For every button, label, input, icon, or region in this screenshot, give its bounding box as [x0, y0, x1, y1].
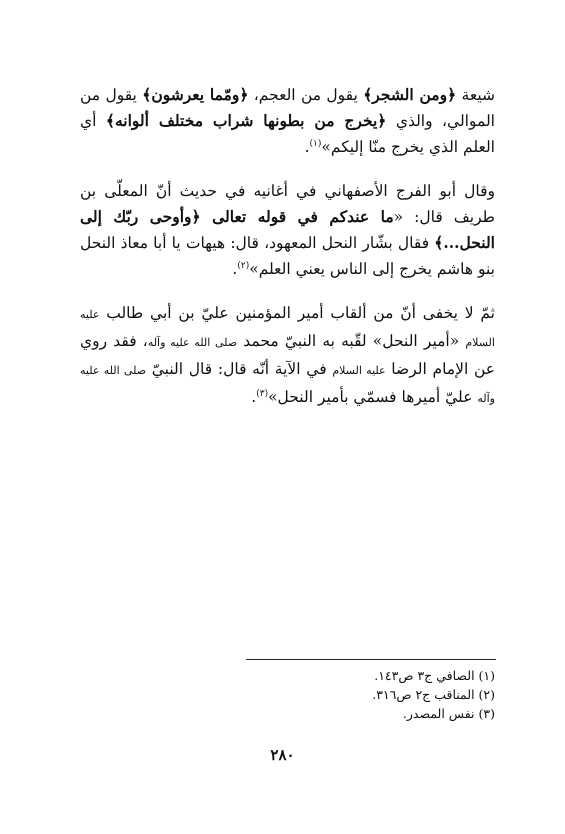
text-run: فقال بشّار النحل المعهود، قال: هيهات يا أبا معاذ النحل بنو هاشم يخرج إلى الناس يعني العلم»	[80, 234, 495, 278]
footnote-ref: (٢)	[237, 260, 250, 271]
paragraph-3	[80, 300, 495, 412]
text-run: «أمير النحل» لقّبه به النبيّ محمد	[237, 332, 466, 350]
salutation-glyph: صلى الله عليه وآله	[147, 336, 238, 349]
quran-quote: ﴿ومّما يعرشون﴾	[142, 85, 249, 104]
footnote-ref: (٣)	[256, 388, 269, 399]
footnote-ref: (١)	[309, 138, 322, 149]
paragraph-2	[80, 178, 495, 282]
body-text	[80, 82, 495, 430]
salutation-glyph: عليه السلام	[332, 364, 386, 377]
footnote: (٣) نفس المصدر.	[402, 706, 495, 721]
quran-quote: ﴿يخرج من بطونها شراب مختلف ألوانه﴾	[105, 111, 387, 130]
quran-quote: ﴿ومن الشجر﴾	[363, 85, 457, 104]
page-number: ٢٨٠	[270, 746, 295, 764]
text-run: .	[232, 260, 238, 278]
text-run: ، فقد روي عن الإمام الرضا	[80, 332, 495, 378]
text-run: .	[304, 138, 310, 156]
text-run: شيعة	[456, 86, 495, 104]
paragraph-1	[80, 82, 495, 160]
text-run: ثمّ لا يخفى أنّ من ألقاب أمير المؤمنين عليّ بن أبي طالب	[99, 304, 495, 322]
quran-quote: ﴿وأوحى ربّك إلى النحل...﴾	[80, 207, 495, 252]
text-run: يقول من العجم،	[248, 86, 364, 104]
text-run: وقال أبو الفرج الأصفهاني في أغانيه في حديث أنّ المعلّى بن طريف قال: «	[80, 182, 495, 226]
footnote-divider	[246, 659, 496, 660]
salutation-glyph: عليه السلام	[80, 308, 495, 349]
footnote: (١) الصافي ج٣ ص١٤٣.	[374, 668, 495, 683]
footnotes	[80, 666, 495, 723]
text-run: في الآية أنّه قال: قال النبيّ	[146, 360, 333, 378]
salutation-glyph: صلى الله عليه وآله	[80, 364, 495, 405]
text-run: عليّ أميرها فسمّي بأمير النحل»	[268, 388, 478, 406]
text-run: يقول من الموالي، والذي	[80, 86, 495, 130]
text-run: .	[251, 388, 257, 406]
text-run: أي العلم الذي يخرج منّا إليكم»	[80, 112, 495, 156]
bold-text: ما عندكم في قوله تعالى	[200, 207, 394, 226]
footnote: (٢) المناقب ج٢ ص٣١٦.	[372, 687, 495, 702]
